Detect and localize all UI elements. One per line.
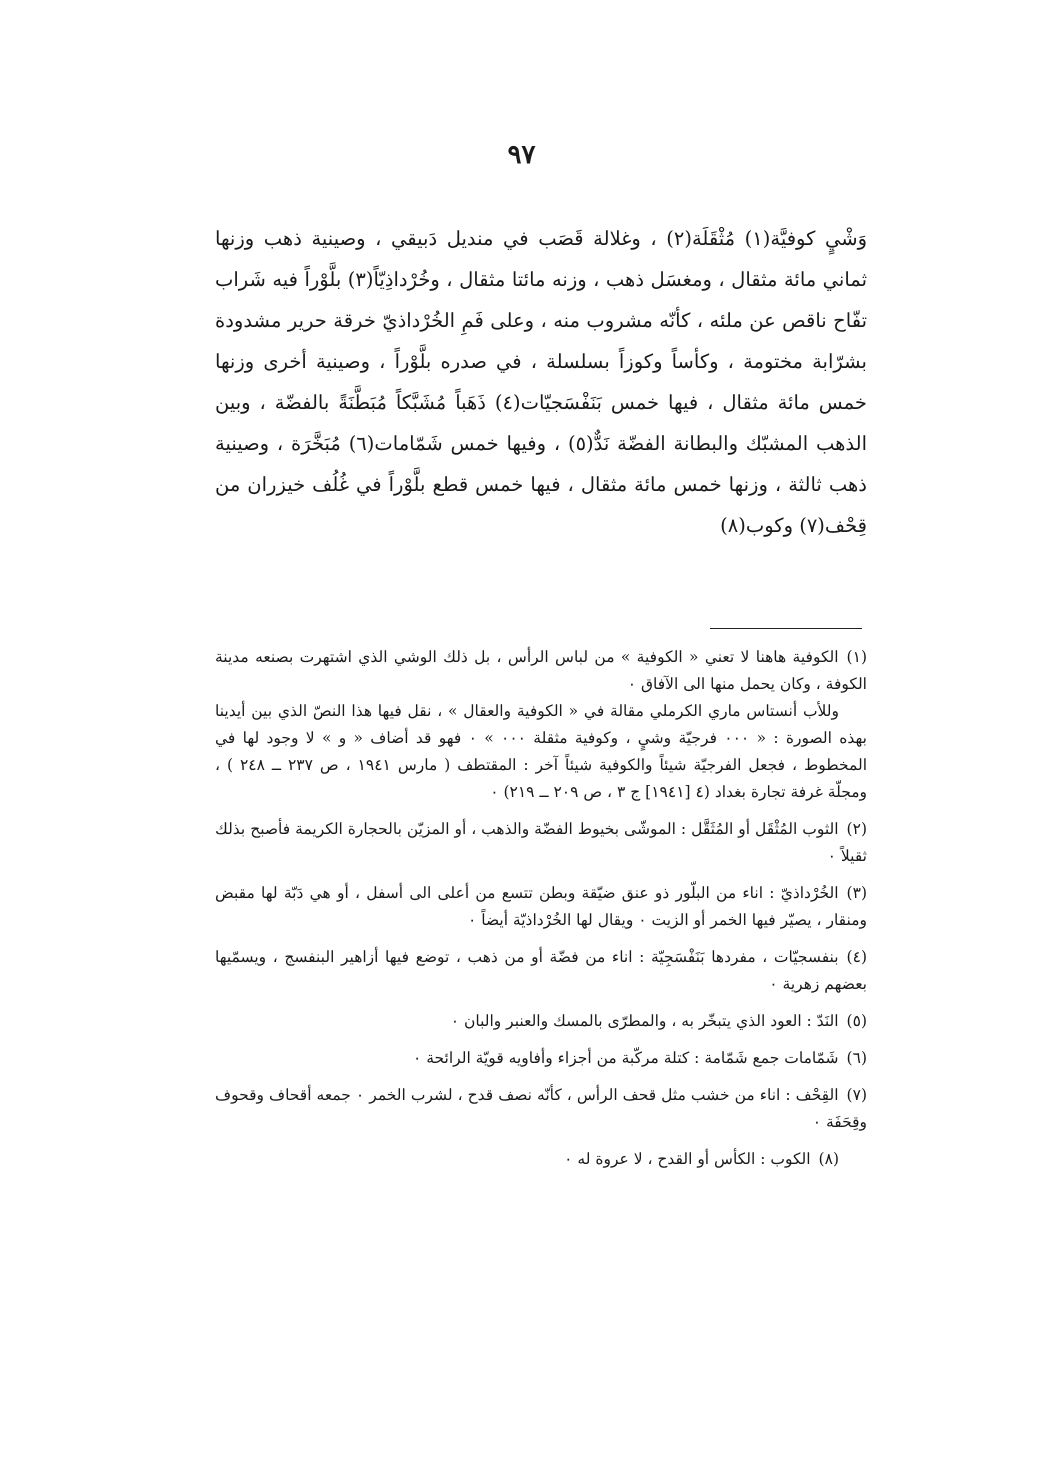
footnote-text: بنفسجيّات ، مفردها بَنَفْسَجِيّة : اناء من فضّة أو من ذهب ، توضع فيها أزاهير البنفسج ، ويسمّيها بعضهم زهرية ٠: [215, 948, 867, 993]
footnote-paragraph: [215, 644, 867, 698]
footnote-text: الكوفية هاهنا لا تعني « الكوفية » من لباس الرأس ، بل ذلك الوشي الذي اشتهرت بصنعه مدينة الكوفة ، وكان يحمل منها الى الآفاق ٠: [215, 648, 867, 693]
footnote-text: النَدّ : العود الذي يتبخّر به ، والمطرّى بالمسك والعنبر والبان ٠: [450, 1012, 839, 1030]
footnote-7: [215, 1082, 867, 1136]
footnote-paragraph: [215, 1008, 867, 1035]
footnote-text: الخُرْداذيّ : اناء من البلّور ذو عنق ضيّقة وبطن تتسع من أعلى الى أسفل ، أو هي دَبّة لها مقبض ومنقار ، يصيّر فيها الخمر أو الزيت ٠ ويقال لها الخُرْداذيّة أيضاً ٠: [215, 884, 867, 929]
footnote-text: وللأب أنستاس ماري الكرملي مقالة في « الكوفية والعقال » ، نقل فيها هذا النصّ الذي بين أيدينا بهذه الصورة : « ٠٠٠ فرجيّة وشيٍ ، وكوفية مثقلة ٠٠٠ » ٠ فهو قد أضاف « و » لا وجود لها في المخطوط ، فجعل الفرجيّة شيئاً والكوفية شيئاً آخر : المقتطف ( مارس ١٩٤١ ، ص ٢٣٧ ــ ٢٤٨ ) ، ومجلّة غرفة تجارة بغداد (٤ [١٩٤١] ج ٣ ، ص ٢٠٩ ــ ٢١٩) ٠: [215, 702, 868, 801]
footnote-5: [215, 1008, 867, 1035]
footnote-4: [215, 944, 867, 998]
footnote-paragraph: [215, 1146, 867, 1173]
main-paragraph: وَشْيٍ كوفيَّة(١) مُثْقَلَة(٢) ، وغلالة قَصَب في منديل دَبيقي ، وصينية ذهب وزنها ثماني مائة مثقال ، ومغسَل ذهب ، وزنه مائتا مثقال ، وخُرْداذِيّاً(٣) بلَّوْراً فيه شَراب تفّاح ناقص عن ملئه ، كأنّه مشروب منه ، وعلى فَمِ الخُرْداذيّ خرقة حرير مشدودة بشرّابة مختومة ، وكأساً وكوزاً بسلسلة ، في صدره بلَّوْراً ، وصينية أخرى وزنها خمس مائة مثقال ، فيها خمس بَنَفْسَجيّات(٤) ذَهَباً مُشَبَّكاً مُبَطَّنَةً بالفضّة ، وبين الذهب المشبّك والبطانة الفضّة نَدٌّ(٥) ، وفيها خمس شَمّامات(٦) مُبَخَّرَة ، وصينية ذهب ثالثة ، وزنها خمس مائة مثقال ، فيها خمس قطع بلَّوْراً في غُلُف خيزران من قِحْف(٧) وكوب(٨): [215, 227, 868, 537]
footnote-paragraph: [215, 880, 867, 934]
footnote-text: الكوب : الكأس أو القدح ، لا عروة له ٠: [564, 1150, 811, 1168]
footnote-number: (٢): [846, 820, 867, 838]
footnote-paragraph: [215, 1082, 867, 1136]
footnote-3: [215, 880, 867, 934]
footnote-number: (٤): [846, 948, 867, 966]
footnote-text: شَمّامات جمع شَمّامة : كتلة مركّبة من أجزاء وأفاويه قويّة الرائحة ٠: [412, 1049, 839, 1067]
footnote-8: [215, 1146, 867, 1173]
footnote-number: (٨): [818, 1150, 839, 1168]
page-number: ٩٧: [507, 140, 536, 170]
footnote-number: (٣): [846, 884, 867, 902]
footnote-paragraph: [215, 816, 867, 870]
footnotes: [215, 644, 867, 1183]
footnote-number: (٥): [846, 1012, 867, 1030]
footnote-number: (٦): [846, 1049, 867, 1067]
footnote-6: [215, 1045, 867, 1072]
footnote-2: [215, 816, 867, 870]
footnote-paragraph: [215, 1045, 867, 1072]
footnote-1: [215, 644, 867, 806]
footnote-separator: [710, 628, 862, 629]
footnote-number: (٧): [846, 1086, 867, 1104]
footnote-paragraph: [215, 944, 867, 998]
main-text: [215, 218, 867, 546]
footnote-text: القِحْف : اناء من خشب مثل قحف الرأس ، كأنّه نصف قدح ، لشرب الخمر ٠ جمعه أقحاف وقحوف وقِحَفَة ٠: [215, 1086, 867, 1131]
footnote-text: الثوب المُثْقَل أو المُثَقَّل : الموشّى بخيوط الفضّة والذهب ، أو المزيّن بالحجارة الكريمة فأصبح بذلك ثقيلاً ٠: [215, 820, 867, 865]
footnote-number: (١): [846, 648, 867, 666]
